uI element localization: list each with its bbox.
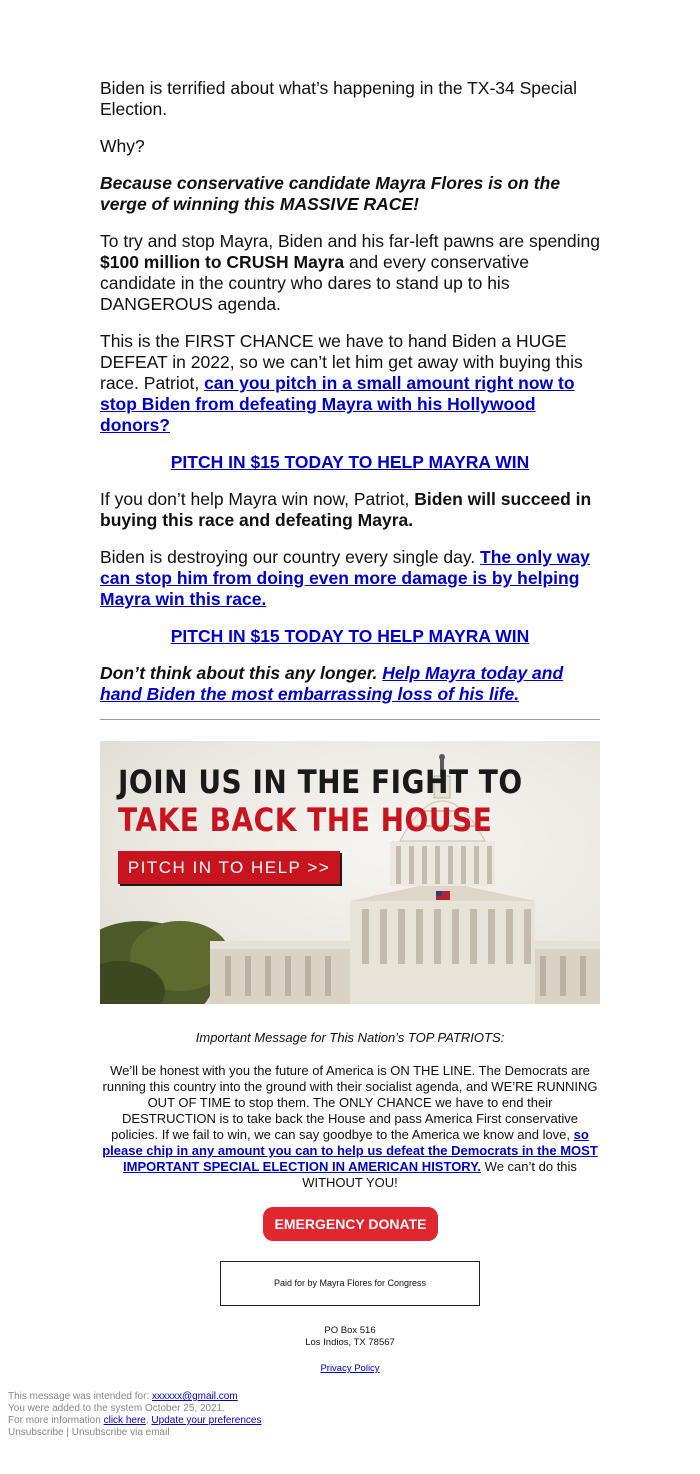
pitch-link-row-2 — [100, 626, 600, 647]
intended-for-row — [8, 1391, 261, 1403]
message-text — [100, 1063, 600, 1191]
succeed-text: If you don’t help Mayra win now, Patriot, — [100, 489, 415, 509]
email-body — [100, 78, 600, 720]
emergency-donate-button[interactable]: EMERGENCY DONATE — [263, 1207, 438, 1241]
recipient-email-link[interactable]: xxxxxx@gmail.com — [151, 1391, 238, 1402]
section-divider — [100, 719, 600, 720]
intro-paragraph: Biden is terrified about what’s happening in the TX-34 Special Election. — [100, 78, 578, 119]
intended-label: This message was intended for: — [8, 1391, 152, 1402]
banner-heading-line1: JOIN US IN THE FIGHT TO — [118, 763, 523, 801]
spending-paragraph — [100, 231, 600, 315]
privacy-policy-row — [250, 1363, 450, 1374]
chip-in-link[interactable]: so please chip in any amount you can to help us defeat the Democrats in the MOST IMPORTANT SPECIAL ELECTION IN AMERICAN HISTORY. — [102, 1127, 598, 1174]
update-preferences-link[interactable]: Update your preferences — [151, 1415, 262, 1426]
message-text-a: We’ll be honest with you the future of America is ON THE LINE. The Democrats are running this country into the ground with their socialist agenda, and WE’RE RUNNING OUT OF TIME to stop them. The ONLY CHANCE we have to end their DESTRUCTION is to take back the House and pass America First conservative policies. If we fail to win, we can say goodbye to the America we know and love, — [102, 1063, 598, 1142]
more-info-label: For more information — [8, 1415, 104, 1426]
only-way-link[interactable]: The only way can stop him from doing even more damage is by helping Mayra win this race. — [100, 547, 590, 609]
pitch-small-amount-link[interactable]: can you pitch in a small amount right now to stop Biden from defeating Mayra with his Hollywood donors? — [100, 373, 575, 435]
paid-for-disclaimer: Paid for by Mayra Flores for Congress — [220, 1261, 480, 1306]
take-back-house-banner[interactable] — [100, 741, 600, 1004]
spending-text-b: and every conservative candidate in the country who dares to stand up to his DANGEROUS agenda. — [100, 252, 529, 314]
why-paragraph: Why? — [100, 136, 145, 156]
message-text-b: We can’t do this WITHOUT YOU! — [302, 1159, 577, 1190]
email-meta — [8, 1391, 261, 1439]
emphasis-paragraph: Because conservative candidate Mayra Flores is on the verge of winning this MASSIVE RACE! — [100, 173, 561, 214]
mailing-address — [250, 1325, 450, 1349]
pitch-15-link-2[interactable]: PITCH IN $15 TODAY TO HELP MAYRA WIN — [170, 626, 530, 646]
address-line1: PO Box 516 — [324, 1325, 376, 1336]
first-chance-text: This is the FIRST CHANCE we have to hand Biden a HUGE DEFEAT in 2022, so we can’t let him get away with buying this race. Patriot, — [100, 331, 583, 393]
added-date: You were added to the system October 25, 2021. — [8, 1403, 225, 1414]
pitch-in-to-help-button[interactable]: PITCH IN TO HELP >> — [118, 851, 340, 884]
patriot-message — [100, 1030, 600, 1191]
destroying-paragraph — [100, 547, 600, 610]
pitch-15-link-1[interactable]: PITCH IN $15 TODAY TO HELP MAYRA WIN — [170, 452, 530, 472]
click-here-link[interactable]: click here — [103, 1415, 146, 1426]
spending-text-a: To try and stop Mayra, Biden and his far-left pawns are spending — [100, 231, 600, 251]
privacy-policy-link[interactable]: Privacy Policy — [320, 1363, 380, 1374]
spending-bold: $100 million to CRUSH Mayra — [100, 252, 345, 272]
banner-heading-line2: TAKE BACK THE HOUSE — [118, 801, 493, 839]
message-title: Important Message for This Nation’s TOP PATRIOTS: — [195, 1030, 505, 1045]
help-mayra-link[interactable]: Help Mayra today and hand Biden the most embarrassing loss of his life. — [100, 663, 564, 704]
address-line2: Los Indios, TX 78567 — [305, 1337, 395, 1348]
succeed-bold: Biden will succeed in buying this race and defeating Mayra. — [100, 489, 592, 530]
comma-separator: , — [145, 1415, 152, 1426]
pitch-link-row-1 — [100, 452, 600, 473]
more-info-row — [8, 1415, 261, 1427]
destroying-text: Biden is destroying our country every single day. — [100, 547, 481, 567]
first-chance-paragraph — [100, 331, 600, 436]
succeed-paragraph — [100, 489, 600, 531]
dont-think-text: Don’t think about this any longer. — [100, 663, 383, 683]
dont-think-paragraph — [100, 663, 600, 705]
unsubscribe-row[interactable]: Unsubscribe | Unsubscribe via email — [8, 1427, 170, 1438]
